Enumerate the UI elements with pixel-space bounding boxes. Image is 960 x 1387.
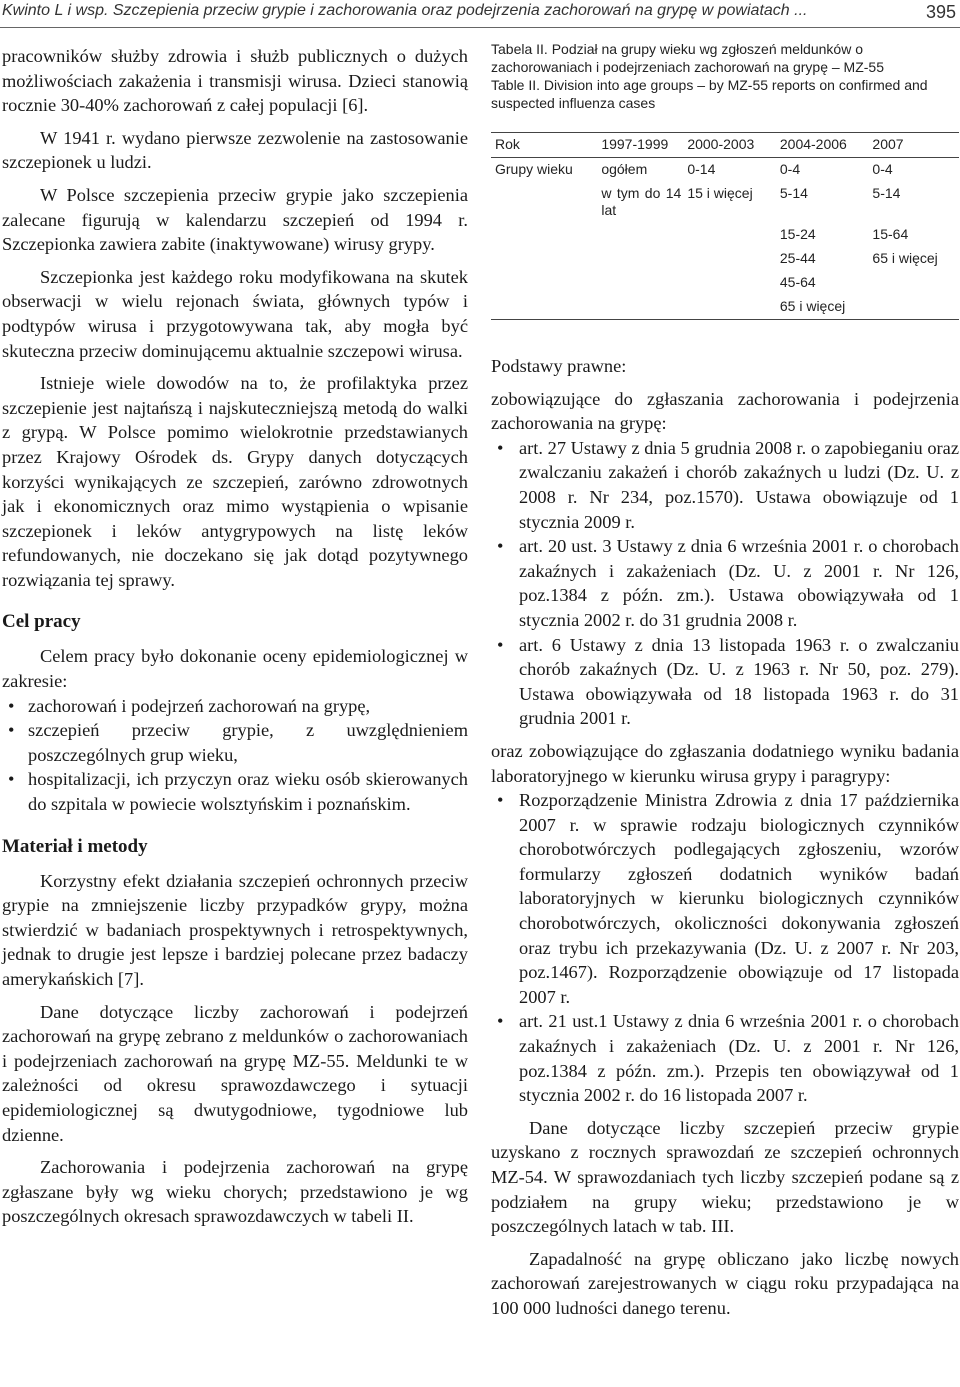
age-groups-table	[491, 132, 959, 320]
table-header-row	[491, 133, 959, 158]
table-cell	[597, 295, 683, 320]
table-cell	[597, 271, 683, 295]
table-cell: ogółem	[601, 161, 648, 177]
right-column	[491, 40, 959, 1321]
paragraph: Zachorowania i podejrzenia zachorowań na grypę zgłaszane były wg wieku chorych; przedstawiono je wg poszczególnych okresach sprawozdawczych w tabeli II.	[2, 1157, 468, 1227]
table-cell	[683, 223, 776, 247]
table-header-cell: 2007	[868, 133, 959, 158]
paragraph: Zapadalność na grypę obliczano jako liczbę nowych zachorowań zarejestrowanych w ciągu roku przypadająca na 100 000 ludności danego terenu.	[491, 1248, 959, 1318]
legal-list-2	[491, 788, 959, 1108]
table-cell	[683, 271, 776, 295]
section-heading-cel: Cel pracy	[2, 611, 81, 633]
table-cell	[491, 295, 597, 320]
left-column	[2, 44, 468, 1229]
table-cell	[597, 247, 683, 271]
table-cell	[491, 182, 597, 223]
running-title: Kwinto L i wsp. Szczepienia przeciw grypie i zachorowania oraz podejrzenia zachorowań na grypę w powiatach ...	[2, 2, 808, 19]
table-row	[491, 295, 959, 320]
table-row	[491, 158, 959, 183]
table-cell: 0-4	[872, 161, 893, 177]
paragraph: Korzystny efekt działania szczepień ochronnych przeciw grypie na zmniejszenie liczby przypadków grypy, można stwierdzić w badaniach prospektywnych i retrospektywnych, jednak to drugie jest lepsze i bardziej polecane przez badaczy amerykańskich [7].	[2, 870, 468, 989]
legal-basis-heading: Podstawy prawne:	[491, 356, 627, 376]
table-cell: 5-14	[872, 185, 901, 201]
cel-list	[2, 694, 468, 817]
list-item: • art. 27 Ustawy z dnia 5 grudnia 2008 r. o zapobieganiu oraz zwalczaniu zakażeń i chorób zakaźnych u ludzi (Dz. U. z 2008 r. Nr 234, poz.1570). Ustawa obowiązuje od 1 stycznia 2009 r.	[491, 436, 959, 534]
paragraph: Celem pracy było dokonanie oceny epidemiologicznej w zakresie:	[2, 646, 468, 692]
table-row	[491, 182, 959, 223]
table-cell: 65 i więcej	[872, 250, 938, 266]
table-row	[491, 247, 959, 271]
table-cell: 15-24	[779, 226, 816, 242]
list-item: • Rozporządzenie Ministra Zdrowia z dnia 17 października 2007 r. w sprawie rodzaju biologicznych czynników chorobotwórczych podlegających zgłoszeniu, wzorów formularzy zgłoszeń dodatnich wyników badań laboratoryjnych w kierunku biologicznych czynników chorobotwórczych, okoliczności dokonywania zgłoszeń oraz trybu ich przekazywania (Dz. U. z 2007 r. Nr 203, poz.1467). Rozporządzenie obowiązuje od 17 listopada 2007 r.	[491, 788, 959, 1009]
table-cell: w tym do 14 lat	[601, 185, 682, 218]
table-cell: 15 i więcej	[687, 185, 753, 201]
table-header-cell: Rok	[491, 133, 597, 158]
table-cell: Grupy wieku	[495, 161, 573, 177]
list-item: • hospitalizacji, ich przyczyn oraz wieku osób skierowanych do szpitala w powiecie wolsztyńskim i poznańskim.	[2, 767, 468, 816]
list-item: • art. 21 ust.1 Ustawy z dnia 6 września 2001 r. o chorobach zakaźnych i zakażeniach (Dz. U. z 2001 r. Nr 126, poz.1384 z późn. zm.). Przepis ten obowiązywał od 1 stycznia 2002 r. do 16 listopada 2007 r.	[491, 1009, 959, 1107]
list-item: • szczepień przeciw grypie, z uwzględnieniem poszczególnych grup wieku,	[2, 718, 468, 767]
table-cell	[491, 271, 597, 295]
header-rule	[0, 27, 960, 28]
table-cell	[491, 223, 597, 247]
list-item: • art. 20 ust. 3 Ustawy z dnia 6 września 2001 r. o chorobach zakaźnych i zakażeniach (Dz. U. z 2001 r. Nr 126, poz.1384 z późn. zm.). Ustawa obowiązywała od 1 stycznia 2002 r. do 31 grudnia 2008 r.	[491, 534, 959, 632]
paragraph: pracowników służby zdrowia i służb publicznych o dużych możliwościach zakażenia i transmisji wirusa. Dzieci stanowią rocznie 30-40% zachorowań z całej populacji [6].	[2, 46, 468, 116]
table-cell: 0-14	[687, 161, 716, 177]
table-cell: 25-44	[779, 250, 816, 266]
legal-list-1	[491, 436, 959, 731]
table-header-cell: 1997-1999	[597, 133, 683, 158]
list-item: • art. 6 Ustawy z dnia 13 listopada 1963 r. o zwalczaniu chorób zakaźnych (Dz. U. z 1963 r. Nr 50, poz. 279). Ustawa obowiązywała od 18 listopada 1963 r. do 31 grudnia 2001 r.	[491, 633, 959, 731]
table-cell	[491, 247, 597, 271]
paragraph: W Polsce szczepienia przeciw grypie jako szczepienia zalecane figurują w kalendarzu szczepień od 1994 r. Szczepionka zawiera zabite (inaktywowane) wirusy grypy.	[2, 184, 468, 255]
table-cell: 45-64	[779, 274, 816, 290]
table-cell	[683, 247, 776, 271]
running-header	[0, 0, 960, 26]
list-item: • zachorowań i podejrzeń zachorowań na grypę,	[2, 694, 468, 719]
table-header-cell: 2004-2006	[776, 133, 869, 158]
table-cell	[683, 295, 776, 320]
table-cell: 0-4	[779, 161, 801, 177]
table-cell	[597, 223, 683, 247]
paragraph: Istnieje wiele dowodów na to, że profilaktyka przez szczepienie jest najtańszą i najskuteczniejszą metodą do walki z grypą. W Polsce pomimo wielokrotnie przedstawianych przez Krajowy Ośrodek ds. Grypy danych dotyczących korzyści wynikających ze szczepień, zarówno zdrowotnych jak i ekonomicznych oraz mimo wystąpienia o wpisanie szczepionek i leków antygrypowych na listę leków refundowanych, nie doczekano się jak dotąd pozytywnego rozwiązania tej sprawy.	[2, 373, 468, 590]
paragraph: Szczepionka jest każdego roku modyfikowana na skutek obserwacji w wielu rejonach świata, głównych typów i podtypów wirusa i przygotowywana tak, aby mogła być skuteczna przeciw dominującemu aktualnie szczepowi wirusa.	[2, 266, 468, 361]
table-row	[491, 271, 959, 295]
paragraph: Dane dotyczące liczby szczepień przeciw grypie uzyskano z rocznych sprawozdań ze szczepień ochronnych MZ-54. W sprawozdaniach tych liczby szczepień podane są z podziałem na grupy wieku; przedstawiono je w poszczególnych latach w tab. III.	[491, 1117, 959, 1237]
paragraph: Dane dotyczące liczby zachorowań i podejrzeń zachorowań na grypę zebrano z meldunków o zachorowaniach i podejrzeniach zachorowań na grypę MZ-55. Meldunki te w zależności od okresu sprawozdawczego i sytuacji epidemiologicznej są dwutygodniowe, tygodniowe lub dzienne.	[2, 1001, 468, 1145]
table-caption-en: Table II. Division into age groups – by MZ-55 reports on confirmed and suspected influenza cases	[491, 77, 928, 111]
table-row	[491, 223, 959, 247]
table-caption-pl: Tabela II. Podział na grupy wieku wg zgłoszeń meldunków o zachorowaniach i podejrzeniach zachorowań na grypę – MZ-55	[491, 41, 884, 75]
table-cell	[868, 295, 959, 320]
section-heading-material: Materiał i metody	[2, 835, 148, 857]
paragraph: W 1941 r. wydano pierwsze zezwolenie na zastosowanie szczepionek u ludzi.	[2, 127, 468, 173]
paragraph: zobowiązujące do zgłaszania zachorowania i podejrzenia zachorowania na grypę:	[491, 388, 959, 434]
table-cell: 15-64	[872, 226, 909, 242]
paragraph: oraz zobowiązujące do zgłaszania dodatniego wyniku badania laboratoryjnego w kierunku wirusa grypy i paragrypy:	[491, 740, 959, 786]
table-header-cell: 2000-2003	[683, 133, 776, 158]
table-cell: 5-14	[779, 185, 808, 201]
table-cell: 65 i więcej	[776, 295, 869, 320]
table-cell	[868, 271, 959, 295]
page-number: 395	[925, 2, 956, 22]
